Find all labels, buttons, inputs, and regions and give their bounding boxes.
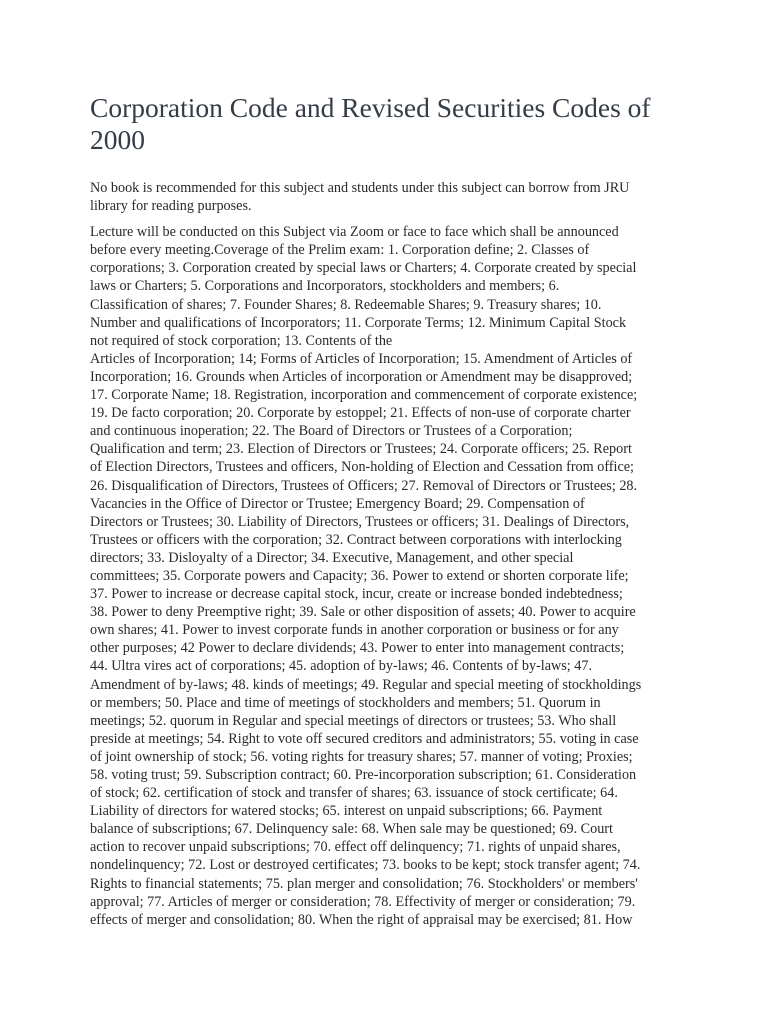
text-line: Articles of Incorporation; 14; Forms of Articles of Incorporation; 15. Amendment of Articles of <box>90 350 633 367</box>
text-line: Trustees or officers with the corporation; 32. Contract between corporations with interlocking <box>90 531 622 548</box>
text-line: effects of merger and consolidation; 80. When the right of appraisal may be exercised; 81. How <box>90 911 633 928</box>
text-line: 26. Disqualification of Directors, Trustees of Officers; 27. Removal of Directors or Trustees; 28. <box>90 477 638 494</box>
text-line: library for reading purposes. <box>90 198 252 215</box>
text-line: laws or Charters; 5. Corporations and Incorporators, stockholders and members; 6. <box>90 278 560 295</box>
text-line: Classification of shares; 7. Founder Shares; 8. Redeemable Shares; 9. Treasury shares; 10. <box>90 296 602 313</box>
text-line: No book is recommended for this subject and students under this subject can borrow from JRU <box>90 180 630 196</box>
text-line: 44. Ultra vires act of corporations; 45. adoption of by-laws; 46. Contents of by-laws; 47. <box>90 658 592 675</box>
text-line: Number and qualifications of Incorporators; 11. Corporate Terms; 12. Minimum Capital Stock <box>90 314 627 331</box>
text-line: not required of stock corporation; 13. Contents of the <box>90 332 393 349</box>
text-line: action to recover unpaid subscriptions; 70. effect off delinquency; 71. rights of unpaid shares, <box>90 839 621 856</box>
text-line: before every meeting.Coverage of the Prelim exam: 1. Corporation define; 2. Classes of <box>90 242 590 259</box>
text-line: approval; 77. Articles of merger or consideration; 78. Effectivity of merger or consideration; 79. <box>90 893 636 910</box>
text-line: and continuous inoperation; 22. The Board of Directors or Trustees of a Corporation; <box>90 423 573 440</box>
text-line: directors; 33. Disloyalty of a Director; 34. Executive, Management, and other special <box>90 549 574 566</box>
text-line: Amendment of by-laws; 48. kinds of meetings; 49. Regular and special meeting of stockholdings <box>90 676 642 693</box>
text-line: of stock; 62. certification of stock and transfer of shares; 63. issuance of stock certificate; 64. <box>90 785 618 802</box>
text-line: of Election Directors, Trustees and officers, Non-holding of Election and Cessation from office; <box>90 459 634 476</box>
text-line: meetings; 52. quorum in Regular and special meetings of directors or trustees; 53. Who shall <box>90 712 617 729</box>
text-line: 19. De facto corporation; 20. Corporate by estoppel; 21. Effects of non-use of corporate charter <box>90 405 631 422</box>
text-line: 37. Power to increase or decrease capital stock, incur, create or increase bonded indebtedness; <box>90 586 623 603</box>
text-line: Directors or Trustees; 30. Liability of Directors, Trustees or officers; 31. Dealings of Directors, <box>90 513 630 530</box>
text-line: own shares; 41. Power to invest corporate funds in another corporation or business or for any <box>90 622 619 639</box>
intro-paragraph <box>90 179 680 215</box>
text-line: Qualification and term; 23. Election of Directors or Trustees; 24. Corporate officers; 25. Report <box>90 441 632 458</box>
text-line: corporations; 3. Corporation created by special laws or Charters; 4. Corporate created by special <box>90 260 637 277</box>
text-line: preside at meetings; 54. Right to vote off secured creditors and administrators; 55. voting in case <box>90 730 639 747</box>
coverage-paragraph <box>90 223 680 929</box>
text-line: 58. voting trust; 59. Subscription contract; 60. Pre-incorporation subscription; 61. Consideration <box>90 767 637 783</box>
text-line: 17. Corporate Name; 18. Registration, incorporation and commencement of corporate existence; <box>90 387 638 404</box>
document-title <box>90 92 680 156</box>
text-line: balance of subscriptions; 67. Delinquency sale: 68. When sale may be questioned; 69. Court <box>90 821 613 838</box>
title-line: 2000 <box>90 124 145 155</box>
text-line: other purposes; 42 Power to declare dividends; 43. Power to enter into management contracts; <box>90 640 625 657</box>
text-line: Lecture will be conducted on this Subject via Zoom or face to face which shall be announced <box>90 224 619 241</box>
text-line: Vacancies in the Office of Director or Trustee; Emergency Board; 29. Compensation of <box>90 495 585 512</box>
text-line: Rights to financial statements; 75. plan merger and consolidation; 76. Stockholders' or members' <box>90 875 638 892</box>
text-line: nondelinquency; 72. Lost or destroyed certificates; 73. books to be kept; stock transfer agent; 74. <box>90 857 641 874</box>
text-line: Liability of directors for watered stocks; 65. interest on unpaid subscriptions; 66. Payment <box>90 803 603 820</box>
text-line: Incorporation; 16. Grounds when Articles of incorporation or Amendment may be disapproved; <box>90 368 633 385</box>
document-page <box>90 92 680 937</box>
title-line: Corporation Code and Revised Securities Codes of <box>90 92 651 123</box>
text-line: of joint ownership of stock; 56. voting rights for treasury shares; 57. manner of voting; Proxies; <box>90 748 633 765</box>
text-line: committees; 35. Corporate powers and Capacity; 36. Power to extend or shorten corporate life; <box>90 567 629 584</box>
text-line: 38. Power to deny Preemptive right; 39. Sale or other disposition of assets; 40. Power to acquire <box>90 604 636 621</box>
text-line: or members; 50. Place and time of meetings of stockholders and members; 51. Quorum in <box>90 694 601 711</box>
